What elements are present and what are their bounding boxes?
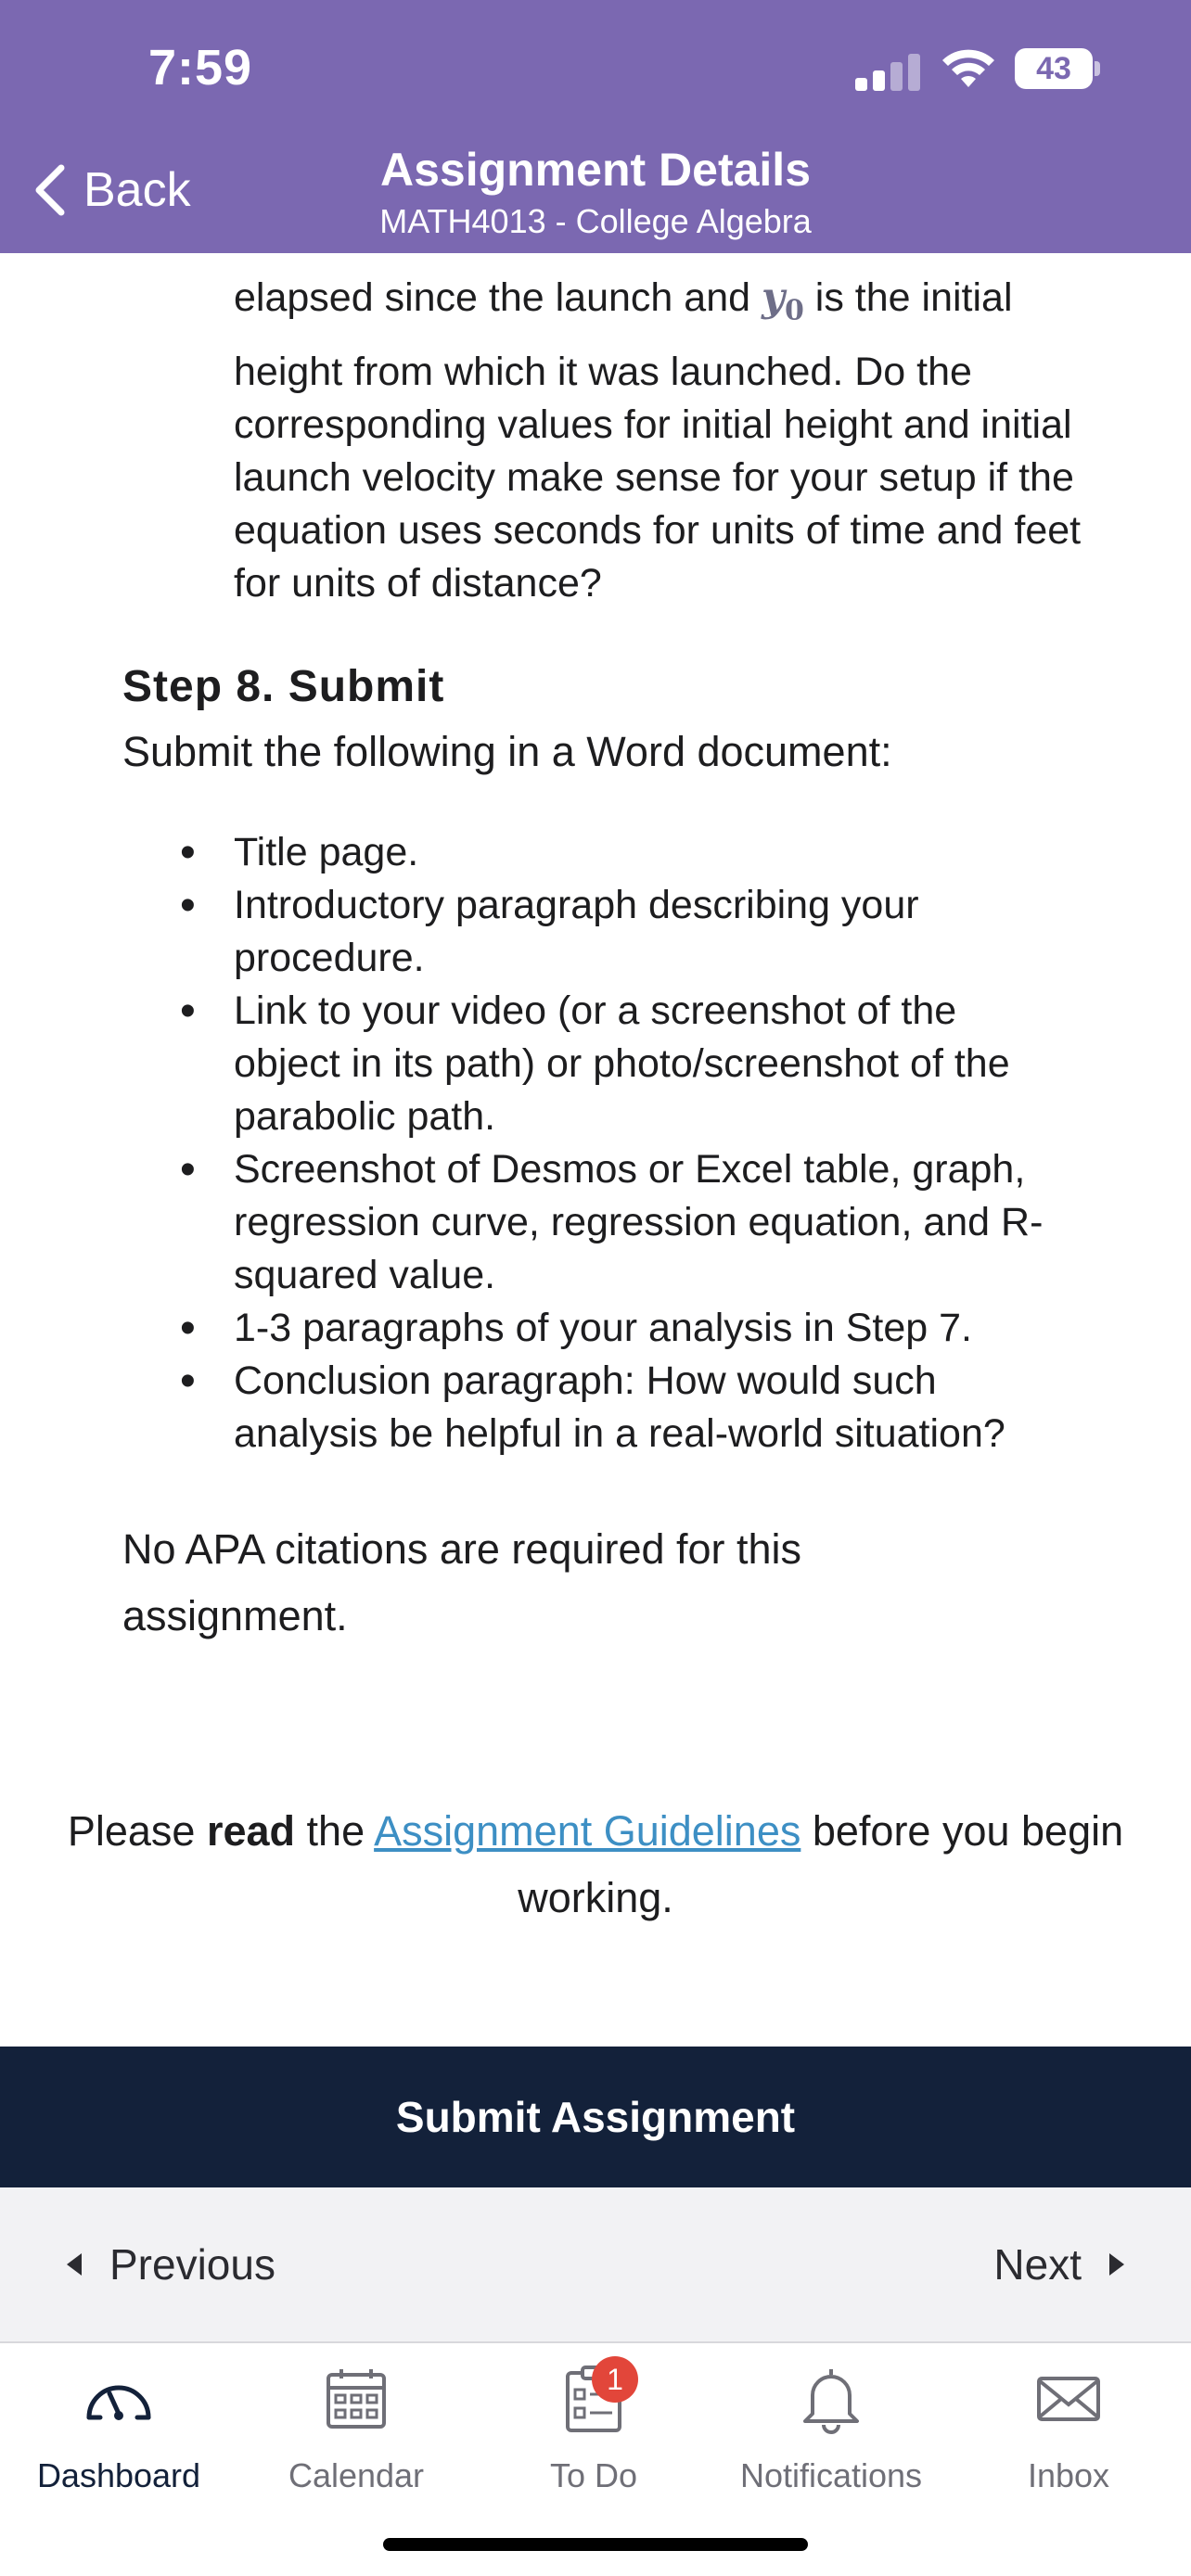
- assignment-guidelines-link[interactable]: Assignment Guidelines: [374, 1807, 801, 1855]
- back-label: Back: [83, 163, 191, 217]
- tab-label: Inbox: [1027, 2456, 1110, 2494]
- math-y-naught: [761, 274, 804, 327]
- next-label: Next: [993, 2240, 1082, 2289]
- guidelines-note: [0, 1798, 1191, 1932]
- submission-list: [180, 826, 1070, 1460]
- tab-label: Notifications: [739, 2456, 923, 2494]
- paragraph-text: elapsed since the launch and: [234, 275, 762, 320]
- tab-calendar[interactable]: [237, 2362, 475, 2495]
- list-item: • Introductory paragraph describing your procedure.: [180, 879, 1070, 985]
- step-heading: Step 8. Submit: [122, 662, 445, 711]
- paragraph-text: is the initial: [803, 275, 1013, 320]
- math-y: y: [761, 274, 785, 321]
- course-subtitle: MATH4013 - College Algebra: [379, 202, 812, 240]
- assignment-content[interactable]: [0, 253, 1191, 2047]
- tab-dashboard[interactable]: [0, 2362, 237, 2495]
- battery-level: 43: [1015, 48, 1093, 89]
- todo-badge: 1: [592, 2356, 638, 2403]
- guidelines-text: Please: [67, 1807, 207, 1855]
- home-indicator[interactable]: [383, 2538, 808, 2551]
- calendar-icon: [319, 2362, 393, 2436]
- list-item: • 1-3 paragraphs of your analysis in Step 7.: [180, 1302, 1070, 1355]
- math-subscript: 0: [784, 294, 804, 327]
- guidelines-text: before you begin working.: [518, 1807, 1124, 1921]
- guidelines-bold: read: [206, 1807, 296, 1855]
- top-paragraph-rest: height from which it was launched. Do the corresponding values for initial height and initial launch velocity make sense for your setup if the equation uses seconds for units of time and feet for units of distance?: [234, 350, 1082, 606]
- tab-todo[interactable]: [475, 2362, 712, 2495]
- tab-label: Calendar: [288, 2456, 425, 2494]
- previous-label: Previous: [109, 2240, 275, 2289]
- list-item: • Link to your video (or a screenshot of the object in its path) or photo/screenshot of the parabolic path.: [180, 985, 1070, 1143]
- next-button[interactable]: [993, 2239, 1124, 2289]
- cellular-signal-icon: [855, 50, 920, 91]
- list-item: • Title page.: [180, 826, 1070, 879]
- no-apa-note: No APA citations are required for this assignment.: [122, 1525, 802, 1639]
- list-item: • Screenshot of Desmos or Excel table, graph, regression curve, regression equation, and R-squared value.: [180, 1143, 1070, 1302]
- wifi-icon: [939, 46, 998, 91]
- bell-icon: [794, 2362, 868, 2436]
- envelope-icon: [1031, 2362, 1106, 2436]
- top-paragraph-line1: [234, 272, 1087, 338]
- caret-right-icon: [1109, 2253, 1124, 2276]
- previous-button[interactable]: [67, 2239, 275, 2289]
- tab-notifications[interactable]: [712, 2362, 950, 2495]
- guidelines-text: the: [295, 1807, 375, 1855]
- page-title: Assignment Details: [379, 144, 811, 196]
- battery-icon: [1015, 48, 1100, 89]
- list-item: • Conclusion paragraph: How would such analysis be helpful in a real-world situation?: [180, 1355, 1070, 1460]
- step-intro: Submit the following in a Word document:: [122, 728, 892, 775]
- status-time: 7:59: [148, 40, 253, 96]
- caret-left-icon: [67, 2253, 82, 2276]
- submit-assignment-button[interactable]: Submit Assignment: [0, 2047, 1191, 2187]
- tab-label: Dashboard: [36, 2456, 201, 2494]
- dashboard-gauge-icon: [82, 2362, 156, 2436]
- tab-label: To Do: [549, 2456, 638, 2494]
- tab-inbox[interactable]: [950, 2362, 1187, 2495]
- app-header: [0, 0, 1191, 253]
- pager: [0, 2187, 1191, 2343]
- todo-icon-wrapper: [557, 2362, 631, 2436]
